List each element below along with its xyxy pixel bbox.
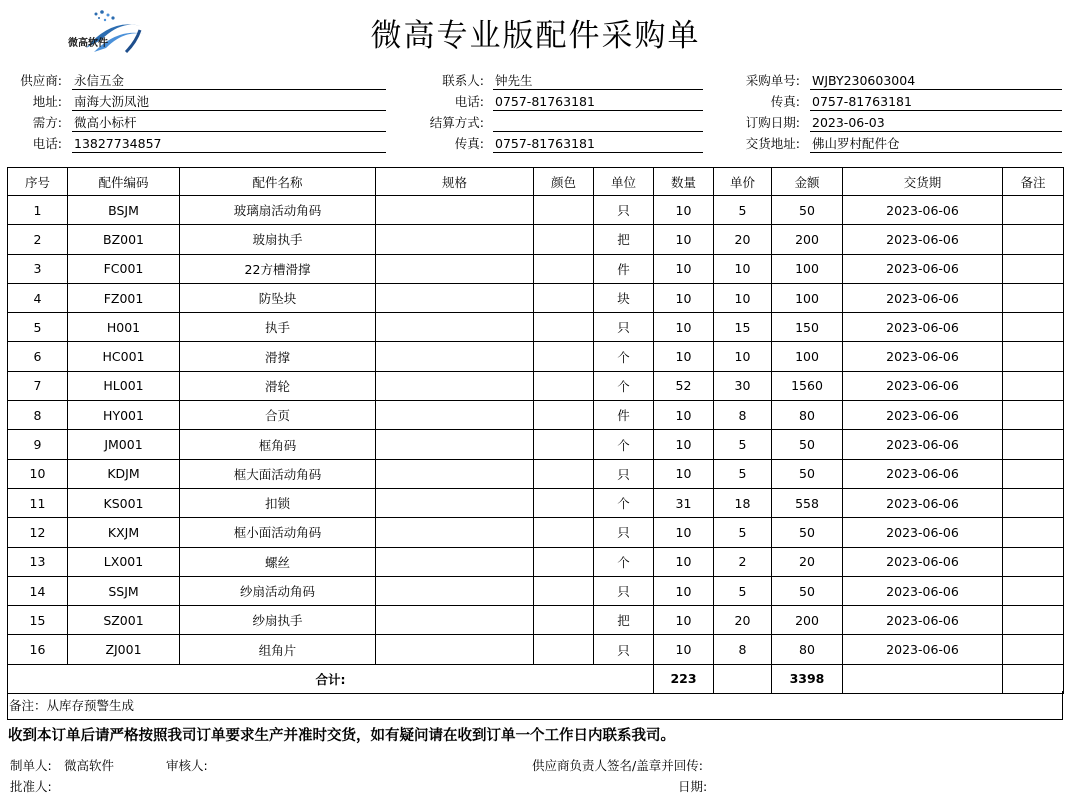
- table-cell: 10: [654, 518, 714, 547]
- table-cell: 纱扇执手: [180, 606, 376, 635]
- table-cell: 20: [714, 606, 772, 635]
- table-cell: [376, 635, 534, 664]
- table-row: [8, 547, 1064, 576]
- table-cell: 扣锁: [180, 488, 376, 517]
- phone-label: 电话:: [32, 136, 62, 151]
- logo-text: 微高软件: [68, 38, 108, 49]
- table-cell: 2023-06-06: [843, 430, 1003, 459]
- table-cell: 2023-06-06: [843, 488, 1003, 517]
- demander-label: 需方:: [32, 115, 62, 130]
- info-row-2: [0, 92, 1071, 113]
- table-cell: [1003, 225, 1064, 254]
- table-cell: ZJ001: [68, 635, 180, 664]
- table-cell: HL001: [68, 371, 180, 400]
- table-row: [8, 401, 1064, 430]
- approver-label: 批准人:: [10, 779, 52, 794]
- table-cell: [1003, 430, 1064, 459]
- table-cell: 框小面活动角码: [180, 518, 376, 547]
- po-number-label: 采购单号:: [745, 73, 800, 88]
- table-cell: 5: [714, 576, 772, 605]
- table-cell: 个: [594, 342, 654, 371]
- table-cell: 玻璃扇活动角码: [180, 196, 376, 225]
- table-cell: 22方槽滑撑: [180, 254, 376, 283]
- fax2-value: 0757-81763181: [810, 92, 1062, 111]
- col-header: 数量: [654, 168, 714, 196]
- total-label: 合计:: [8, 664, 654, 693]
- table-cell: 10: [654, 313, 714, 342]
- total-row: [8, 664, 1064, 693]
- col-header: 配件名称: [180, 168, 376, 196]
- table-cell: KS001: [68, 488, 180, 517]
- table-cell: 组角片: [180, 635, 376, 664]
- table-cell: 100: [772, 254, 843, 283]
- settlement-label: 结算方式:: [429, 115, 484, 130]
- table-cell: 10: [654, 225, 714, 254]
- table-cell: 2: [8, 225, 68, 254]
- table-cell: 558: [772, 488, 843, 517]
- table-row: [8, 342, 1064, 371]
- table-cell: 件: [594, 401, 654, 430]
- table-cell: [1003, 547, 1064, 576]
- contact-phone-label: 电话:: [454, 94, 484, 109]
- table-cell: [1003, 488, 1064, 517]
- table-cell: 件: [594, 254, 654, 283]
- table-cell: 11: [8, 488, 68, 517]
- table-cell: 10: [654, 430, 714, 459]
- total-empty: [714, 664, 772, 693]
- table-cell: 2: [714, 547, 772, 576]
- contact-value: 钟先生: [493, 71, 703, 90]
- info-row-4: [0, 134, 1071, 155]
- info-row-1: [0, 71, 1071, 92]
- table-cell: 50: [772, 196, 843, 225]
- table-cell: 框大面活动角码: [180, 459, 376, 488]
- table-cell: 2023-06-06: [843, 342, 1003, 371]
- table-cell: 框角码: [180, 430, 376, 459]
- table-cell: 只: [594, 196, 654, 225]
- table-cell: [1003, 518, 1064, 547]
- table-row: [8, 196, 1064, 225]
- table-row: [8, 488, 1064, 517]
- table-cell: [534, 371, 594, 400]
- table-cell: 50: [772, 430, 843, 459]
- table-cell: 玻扇执手: [180, 225, 376, 254]
- table-cell: 80: [772, 635, 843, 664]
- table-row: [8, 459, 1064, 488]
- table-cell: 16: [8, 635, 68, 664]
- table-cell: [1003, 313, 1064, 342]
- table-cell: [376, 371, 534, 400]
- contact-label: 联系人:: [442, 73, 484, 88]
- table-cell: 只: [594, 576, 654, 605]
- table-cell: 10: [654, 254, 714, 283]
- table-cell: 只: [594, 518, 654, 547]
- table-cell: [376, 576, 534, 605]
- po-number-value: WJBY230603004: [810, 71, 1062, 90]
- table-cell: 10: [714, 254, 772, 283]
- table-cell: 10: [714, 283, 772, 312]
- table-row: [8, 254, 1064, 283]
- address-value: 南海大沥凤池: [72, 92, 386, 111]
- table-cell: 螺丝: [180, 547, 376, 576]
- table-cell: [534, 225, 594, 254]
- table-cell: 200: [772, 225, 843, 254]
- fax-value: 0757-81763181: [493, 134, 703, 153]
- table-cell: [1003, 635, 1064, 664]
- table-cell: 4: [8, 283, 68, 312]
- supplier-value: 永信五金: [72, 71, 386, 90]
- table-cell: 7: [8, 371, 68, 400]
- table-cell: 个: [594, 430, 654, 459]
- table-cell: [1003, 459, 1064, 488]
- table-cell: 31: [654, 488, 714, 517]
- delivery-address-value: 佛山罗村配件仓: [810, 134, 1062, 153]
- reviewer-label: 审核人:: [166, 758, 208, 773]
- table-cell: 3: [8, 254, 68, 283]
- table-cell: [376, 606, 534, 635]
- table-cell: [1003, 576, 1064, 605]
- table-cell: 只: [594, 635, 654, 664]
- delivery-address-label: 交货地址:: [745, 136, 800, 151]
- table-row: [8, 518, 1064, 547]
- table-cell: [1003, 283, 1064, 312]
- table-cell: KDJM: [68, 459, 180, 488]
- table-cell: [376, 254, 534, 283]
- table-cell: 2023-06-06: [843, 313, 1003, 342]
- table-cell: [376, 459, 534, 488]
- parts-table: [7, 167, 1064, 694]
- table-cell: [534, 342, 594, 371]
- table-row: [8, 576, 1064, 605]
- table-cell: 只: [594, 459, 654, 488]
- col-header: 序号: [8, 168, 68, 196]
- table-row: [8, 283, 1064, 312]
- supplier-label: 供应商:: [20, 73, 62, 88]
- table-cell: 20: [714, 225, 772, 254]
- table-cell: 12: [8, 518, 68, 547]
- table-cell: 2023-06-06: [843, 283, 1003, 312]
- table-cell: 10: [654, 196, 714, 225]
- table-cell: 150: [772, 313, 843, 342]
- order-date-label: 订购日期:: [745, 115, 800, 130]
- page-title: 微高专业版配件采购单: [370, 18, 701, 54]
- table-cell: 8: [8, 401, 68, 430]
- table-row: [8, 430, 1064, 459]
- table-cell: HY001: [68, 401, 180, 430]
- table-cell: 5: [8, 313, 68, 342]
- table-cell: [534, 576, 594, 605]
- table-cell: 10: [8, 459, 68, 488]
- table-cell: 块: [594, 283, 654, 312]
- table-cell: LX001: [68, 547, 180, 576]
- table-cell: 50: [772, 518, 843, 547]
- table-cell: [534, 430, 594, 459]
- table-cell: 30: [714, 371, 772, 400]
- table-cell: 滑撑: [180, 342, 376, 371]
- total-empty: [843, 664, 1003, 693]
- col-header: 单价: [714, 168, 772, 196]
- date-label: 日期:: [678, 779, 708, 794]
- table-cell: 个: [594, 547, 654, 576]
- table-cell: FC001: [68, 254, 180, 283]
- table-header-row: [8, 168, 1064, 196]
- table-cell: [1003, 371, 1064, 400]
- table-cell: 10: [654, 635, 714, 664]
- table-cell: 2023-06-06: [843, 254, 1003, 283]
- table-row: [8, 635, 1064, 664]
- table-cell: 防坠块: [180, 283, 376, 312]
- maker-label: 制单人:: [10, 758, 52, 773]
- contact-phone-value: 0757-81763181: [493, 92, 703, 111]
- table-cell: 5: [714, 430, 772, 459]
- table-cell: 10: [714, 342, 772, 371]
- table-cell: 个: [594, 488, 654, 517]
- info-row-3: [0, 113, 1071, 134]
- address-label: 地址:: [32, 94, 62, 109]
- table-cell: 52: [654, 371, 714, 400]
- table-cell: 个: [594, 371, 654, 400]
- table-cell: [534, 518, 594, 547]
- table-cell: BZ001: [68, 225, 180, 254]
- table-cell: [1003, 342, 1064, 371]
- table-cell: [376, 401, 534, 430]
- table-cell: [534, 196, 594, 225]
- order-info: [0, 71, 1071, 157]
- remark: 备注：从库存预警生成: [7, 691, 1063, 720]
- table-cell: 2023-06-06: [843, 225, 1003, 254]
- table-cell: 15: [8, 606, 68, 635]
- table-cell: [534, 283, 594, 312]
- table-cell: 10: [654, 283, 714, 312]
- table-cell: [534, 313, 594, 342]
- table-row: [8, 313, 1064, 342]
- table-cell: FZ001: [68, 283, 180, 312]
- table-cell: JM001: [68, 430, 180, 459]
- table-cell: 把: [594, 225, 654, 254]
- table-cell: [534, 606, 594, 635]
- table-cell: 10: [654, 459, 714, 488]
- table-cell: 5: [714, 518, 772, 547]
- table-cell: [376, 196, 534, 225]
- table-cell: [376, 313, 534, 342]
- table-cell: [376, 283, 534, 312]
- table-cell: 10: [654, 547, 714, 576]
- table-cell: 滑轮: [180, 371, 376, 400]
- table-cell: 2023-06-06: [843, 576, 1003, 605]
- settlement-value: [493, 113, 703, 132]
- table-cell: [534, 401, 594, 430]
- table-cell: 10: [654, 576, 714, 605]
- table-cell: H001: [68, 313, 180, 342]
- table-cell: KXJM: [68, 518, 180, 547]
- table-cell: SSJM: [68, 576, 180, 605]
- table-cell: 2023-06-06: [843, 518, 1003, 547]
- order-date-value: 2023-06-03: [810, 113, 1062, 132]
- table-cell: [534, 635, 594, 664]
- table-cell: 10: [654, 401, 714, 430]
- fax2-label: 传真:: [770, 94, 800, 109]
- table-cell: 纱扇活动角码: [180, 576, 376, 605]
- table-cell: 15: [714, 313, 772, 342]
- table-cell: 14: [8, 576, 68, 605]
- table-cell: [534, 254, 594, 283]
- table-cell: 2023-06-06: [843, 371, 1003, 400]
- col-header: 备注: [1003, 168, 1064, 196]
- table-cell: 2023-06-06: [843, 459, 1003, 488]
- table-cell: 2023-06-06: [843, 606, 1003, 635]
- table-cell: 2023-06-06: [843, 401, 1003, 430]
- col-header: 单位: [594, 168, 654, 196]
- table-cell: [376, 547, 534, 576]
- table-cell: [1003, 196, 1064, 225]
- col-header: 规格: [376, 168, 534, 196]
- demander-value: 微高小标杆: [72, 113, 386, 132]
- table-row: [8, 225, 1064, 254]
- table-cell: 50: [772, 459, 843, 488]
- table-cell: [534, 459, 594, 488]
- table-cell: [1003, 401, 1064, 430]
- table-cell: [534, 488, 594, 517]
- table-cell: SZ001: [68, 606, 180, 635]
- table-cell: [376, 342, 534, 371]
- table-cell: 2023-06-06: [843, 196, 1003, 225]
- table-cell: [376, 518, 534, 547]
- table-cell: 100: [772, 342, 843, 371]
- table-cell: 2023-06-06: [843, 635, 1003, 664]
- table-cell: 80: [772, 401, 843, 430]
- table-cell: 50: [772, 576, 843, 605]
- table-cell: 6: [8, 342, 68, 371]
- col-header: 金额: [772, 168, 843, 196]
- table-cell: 9: [8, 430, 68, 459]
- table-cell: [534, 547, 594, 576]
- table-cell: 1: [8, 196, 68, 225]
- table-row: [8, 371, 1064, 400]
- table-cell: 执手: [180, 313, 376, 342]
- col-header: 颜色: [534, 168, 594, 196]
- table-cell: 10: [654, 606, 714, 635]
- table-cell: [1003, 606, 1064, 635]
- table-cell: 只: [594, 313, 654, 342]
- table-row: [8, 606, 1064, 635]
- table-cell: 8: [714, 401, 772, 430]
- table-cell: 2023-06-06: [843, 547, 1003, 576]
- supplier-sign-label: 供应商负责人签名/盖章并回传:: [532, 758, 703, 773]
- table-cell: 200: [772, 606, 843, 635]
- table-cell: [376, 225, 534, 254]
- table-cell: 10: [654, 342, 714, 371]
- table-cell: 18: [714, 488, 772, 517]
- table-cell: 8: [714, 635, 772, 664]
- table-cell: BSJM: [68, 196, 180, 225]
- total-amount: 3398: [772, 664, 843, 693]
- phone-value: 13827734857: [72, 134, 386, 153]
- notice-text: 收到本订单后请严格按照我司订单要求生产并准时交货，如有疑问请在收到订单一个工作日内联系我司。: [8, 728, 675, 744]
- table-cell: 100: [772, 283, 843, 312]
- table-cell: 5: [714, 196, 772, 225]
- table-cell: 1560: [772, 371, 843, 400]
- total-qty: 223: [654, 664, 714, 693]
- total-empty: [1003, 664, 1064, 693]
- maker-value: 微高软件: [64, 758, 115, 773]
- table-cell: [1003, 254, 1064, 283]
- table-cell: 20: [772, 547, 843, 576]
- col-header: 交货期: [843, 168, 1003, 196]
- table-cell: 把: [594, 606, 654, 635]
- table-cell: 13: [8, 547, 68, 576]
- table-cell: 5: [714, 459, 772, 488]
- table-cell: [376, 430, 534, 459]
- table-cell: [376, 488, 534, 517]
- col-header: 配件编码: [68, 168, 180, 196]
- table-cell: 合页: [180, 401, 376, 430]
- table-cell: HC001: [68, 342, 180, 371]
- fax-label: 传真:: [454, 136, 484, 151]
